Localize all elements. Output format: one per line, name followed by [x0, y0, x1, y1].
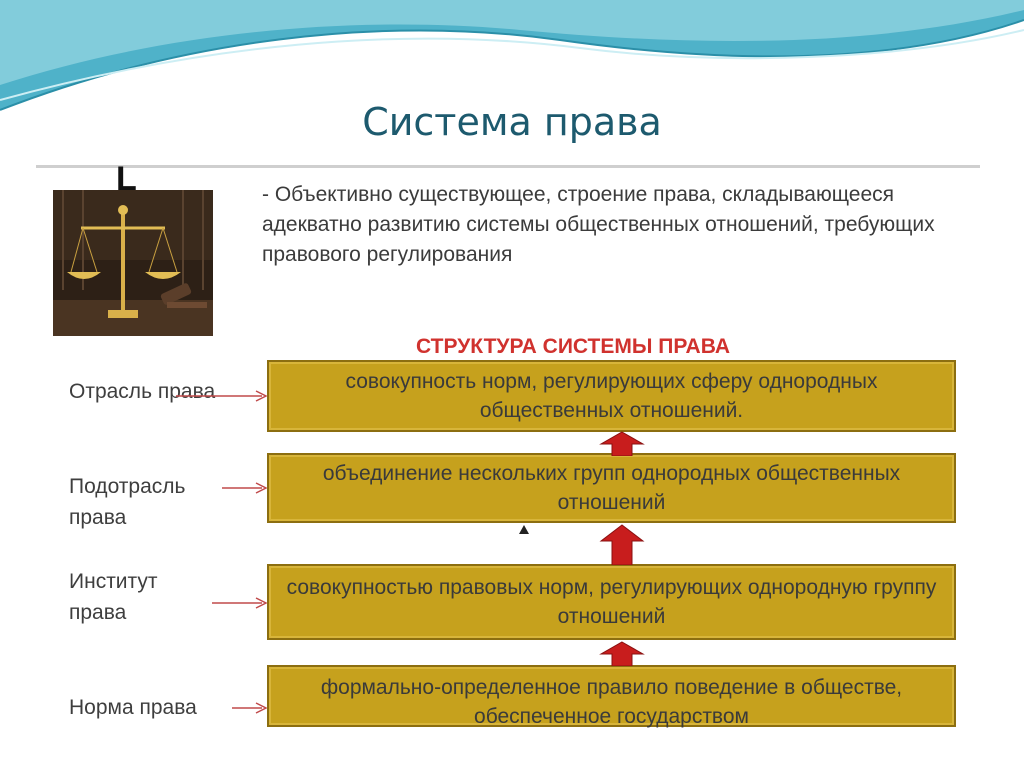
up-arrow-icon [599, 430, 645, 456]
level-box-podotrasl: объединение нескольких групп однородных общественных отношений [267, 453, 956, 523]
up-arrow-icon [599, 523, 645, 565]
level-box-norma: формально-определенное правило поведение в обществе, обеспеченное государством [267, 665, 956, 727]
slide-title: Система права [362, 100, 662, 144]
corner-mark: L [116, 160, 137, 198]
structure-title: СТРУКТУРА СИСТЕМЫ ПРАВА [416, 335, 730, 358]
pointer-arrow-icon [176, 388, 268, 404]
pointer-arrow-icon [232, 700, 268, 716]
label-institut: Институт права [69, 570, 158, 624]
level-box-institut: совокупностью правовых норм, регулирующих однородную группу отношений [267, 564, 956, 640]
up-arrow-icon [599, 640, 645, 666]
label-norma: Норма права [69, 696, 197, 719]
marker-triangle-icon [519, 525, 529, 534]
level-box-otrasl: совокупность норм, регулирующих сферу однородных общественных отношений. [267, 360, 956, 432]
scales-of-justice-image [53, 190, 213, 336]
pointer-arrow-icon [212, 595, 268, 611]
label-podotrasl: Подотрасль права [69, 475, 186, 529]
definition-text: - Объективно существующее, строение права, складывающееся адекватно развитию системы общественных отношений, требующих правового регулирования [262, 183, 935, 266]
diagram-panel [36, 160, 980, 728]
label-otrasl: Отрасль права [69, 380, 216, 403]
pointer-arrow-icon [222, 480, 268, 496]
